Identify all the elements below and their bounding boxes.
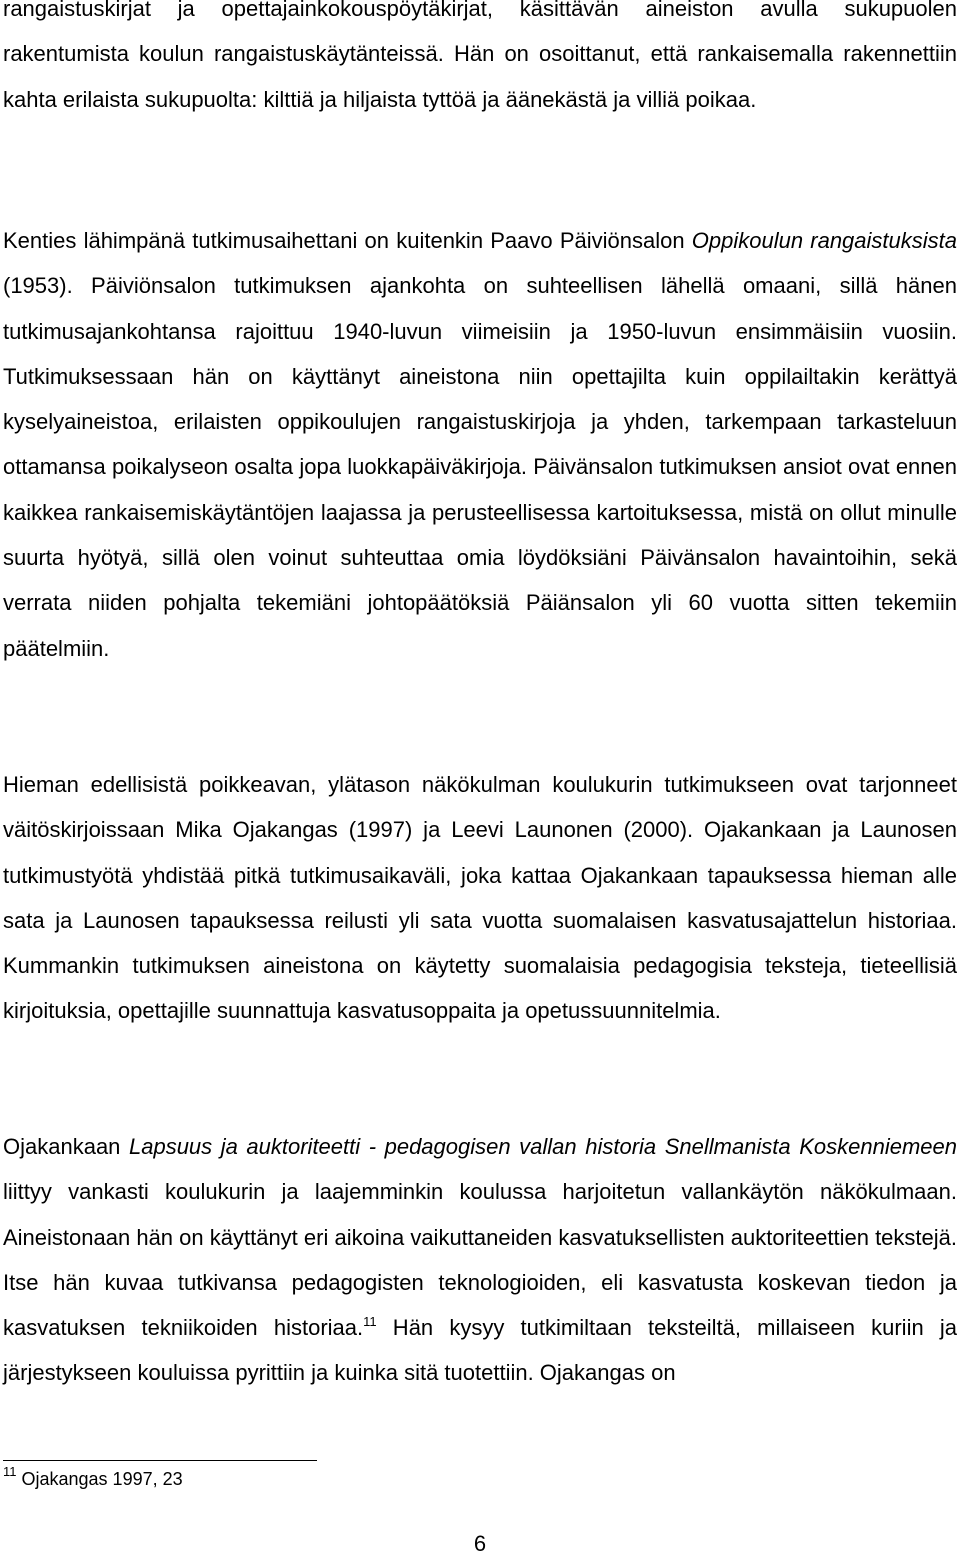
footnote-separator [3,1460,317,1461]
footnote [3,1466,183,1492]
paragraph-2-text-start: Kenties lähimpänä tutkimusaihettani on kuitenkin Paavo Päiviönsalon [3,228,692,253]
paragraph-3-text: Hieman edellisistä poikkeavan, ylätason näkökulman koulukurin tutkimukseen ovat tarjonneet väitöskirjoissaan Mika Ojakangas (1997) ja Leevi Launonen (2000). Ojakankaan ja Launosen tutkimustyötä yhdistää pitkä tutkimusaikaväli, joka kattaa Ojakankaan tapauksessa hieman alle sata ja Launosen tapauksessa reilusti yli sata vuotta suomalaisen kasvatusajattelun historiaa. Kummankin tutkimuksen aineistona on käytetty suomalaisia pedagogisia teksteja, tieteellisiä kirjoituksia, opettajille suunnattuja kasvatusoppaita ja opetussuunnitelmia. [3,772,957,1024]
footnote-marker: 11 [3,1464,17,1479]
paragraph-4-text-middle: liittyy vankasti koulukurin ja laajemminkin koulussa harjoitetun vallankäytön näkökulmaan. Aineistonaan hän on käyttänyt eri aikoina vaikuttaneiden kasvatuksellisten auktoriteettien tekstejä. Itse hän kuvaa tutkivansa pedagogisten teknologioiden, eli kasvatusta koskevan tiedon ja kasvatuksen tekniikoiden historiaa. [3,1179,957,1341]
paragraph-4-text-end: Hän kysyy tutkimiltaan teksteiltä, millaiseen kuriin ja järjestykseen kouluissa pyrittiin ja kuinka sitä tuotettiin. Ojakangas on [3,1315,958,1386]
footnote-reference[interactable]: 11 [363,1314,377,1330]
footnote-text: Ojakangas 1997, 23 [16,1469,183,1489]
paragraph-1-text: rangaistuskirjat ja opettajainkokouspöytäkirjat, käsittävän aineiston avulla sukupuolen rakentumista koulun rangaistuskäytänteissä. Hän on osoittanut, että rankaisemalla rakennettiin kahta erilaista sukupuolta: kilttiä ja hiljaista tyttöä ja äänekästä ja villiä poikaa. [3,0,957,112]
paragraph-2-text-end: (1953). Päiviönsalon tutkimuksen ajankohta on suhteellisen lähellä omaani, sillä hänen tutkimusajankohtansa rajoittuu 1940-luvun viimeisiin ja 1950-luvun ensimmäisiin vuosiin. Tutkimuksessaan hän on käyttänyt aineistona niin opettajilta kuin oppilailtakin kerättyä kyselyaineistoa, erilaisten oppikoulujen rangaistuskirjoja ja yhden, tarkempaan tarkasteluun ottamansa poikalyseon osalta jopa luokkapäiväkirjoja. Päivänsalon tutkimuksen ansiot ovat ennen kaikkea rankaisemiskäytäntöjen laajassa ja perusteellisessa kartoituksessa, mistä on ollut minulle suurta hyötyä, sillä olen voinut suhteuttaa omia löydöksiäni Päivänsalon havaintoihin, sekä verrata niiden pohjalta tekemiäni johtopäätöksiä Päiänsalon yli 60 vuotta sitten tekemiin päätelmiin. [3,273,957,661]
book-title-lapsuus-ja-auktoriteetti: Lapsuus ja auktoriteetti - pedagogisen vallan historia Snellmanista Koskenniemeen [128,1134,957,1159]
paragraph-4 [3,1124,957,1396]
book-title-oppikoulun-rangaistuksista: Oppikoulun rangaistuksista [691,228,957,253]
paragraph-1 [3,0,957,122]
paragraph-2 [3,218,957,671]
page-number: 6 [473,1531,487,1556]
paragraph-3 [3,762,957,1034]
paragraph-4-text-start: Ojakankaan [3,1134,129,1159]
